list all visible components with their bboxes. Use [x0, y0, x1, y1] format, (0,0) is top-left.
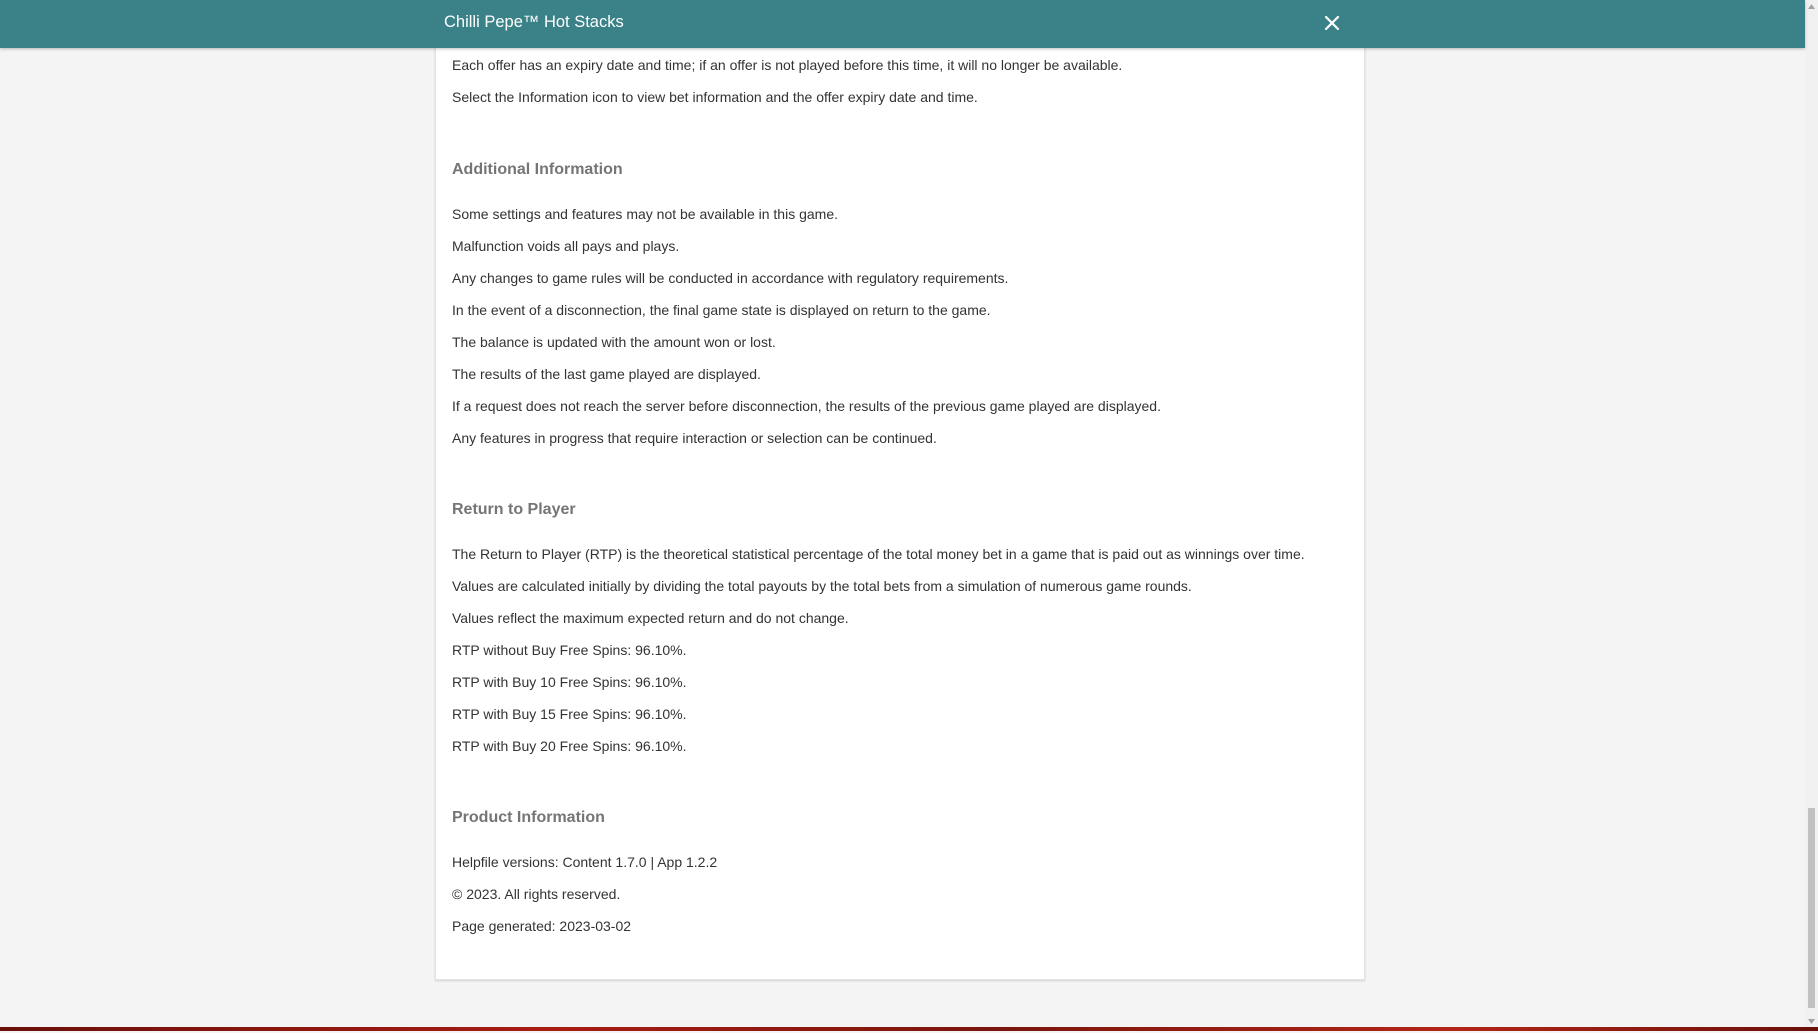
- return-to-player-line: The Return to Player (RTP) is the theoretical statistical percentage of the total money bet in a game that is paid out as winnings over time.: [452, 546, 1305, 562]
- additional-information-line: Any changes to game rules will be conducted in accordance with regulatory requirements.: [452, 270, 1009, 286]
- offers-line: Each offer has an expiry date and time; if an offer is not played before this time, it will no longer be available.: [452, 57, 1123, 73]
- rtp-value-line: RTP without Buy Free Spins: 96.10%.: [452, 642, 687, 658]
- offers-line: Select the Information icon to view bet information and the offer expiry date and time.: [452, 89, 978, 105]
- additional-information-line: The balance is updated with the amount won or lost.: [452, 334, 776, 350]
- vertical-scrollbar[interactable]: [1805, 0, 1818, 1028]
- additional-information-line: If a request does not reach the server before disconnection, the results of the previous game played are displayed.: [452, 398, 1161, 414]
- close-icon: [1319, 10, 1345, 36]
- additional-information-heading: Additional Information: [452, 161, 623, 178]
- return-to-player-line: Values reflect the maximum expected return and do not change.: [452, 610, 849, 626]
- rtp-value-line: RTP with Buy 15 Free Spins: 96.10%.: [452, 706, 687, 722]
- scroll-up-arrow-icon[interactable]: [1805, 0, 1818, 13]
- additional-information-line: Malfunction voids all pays and plays.: [452, 238, 680, 254]
- return-to-player-line: Values are calculated initially by dividing the total payouts by the total bets from a simulation of numerous game rounds.: [452, 578, 1192, 594]
- scrollbar-thumb[interactable]: [1808, 808, 1815, 1008]
- additional-information-line: Any features in progress that require interaction or selection can be continued.: [452, 430, 937, 446]
- close-button[interactable]: [1319, 10, 1345, 36]
- additional-information-line: Some settings and features may not be available in this game.: [452, 206, 838, 222]
- rtp-value-line: RTP with Buy 20 Free Spins: 96.10%.: [452, 738, 687, 754]
- help-header-bar: [0, 0, 1805, 48]
- page-generated-text: Page generated: 2023-03-02: [452, 918, 632, 934]
- rtp-value-line: RTP with Buy 10 Free Spins: 96.10%.: [452, 674, 687, 690]
- helpfile-versions-text: Helpfile versions: Content 1.7.0 | App 1.2.2: [452, 854, 718, 870]
- help-content-panel: [435, 0, 1365, 980]
- game-background-strip: [0, 1027, 1818, 1031]
- additional-information-line: In the event of a disconnection, the final game state is displayed on return to the game.: [452, 302, 991, 318]
- copyright-text: © 2023. All rights reserved.: [452, 886, 621, 902]
- additional-information-line: The results of the last game played are displayed.: [452, 366, 761, 382]
- product-information-heading: Product Information: [452, 809, 605, 826]
- return-to-player-heading: Return to Player: [452, 501, 576, 518]
- game-title: Chilli Pepe™ Hot Stacks: [444, 13, 624, 31]
